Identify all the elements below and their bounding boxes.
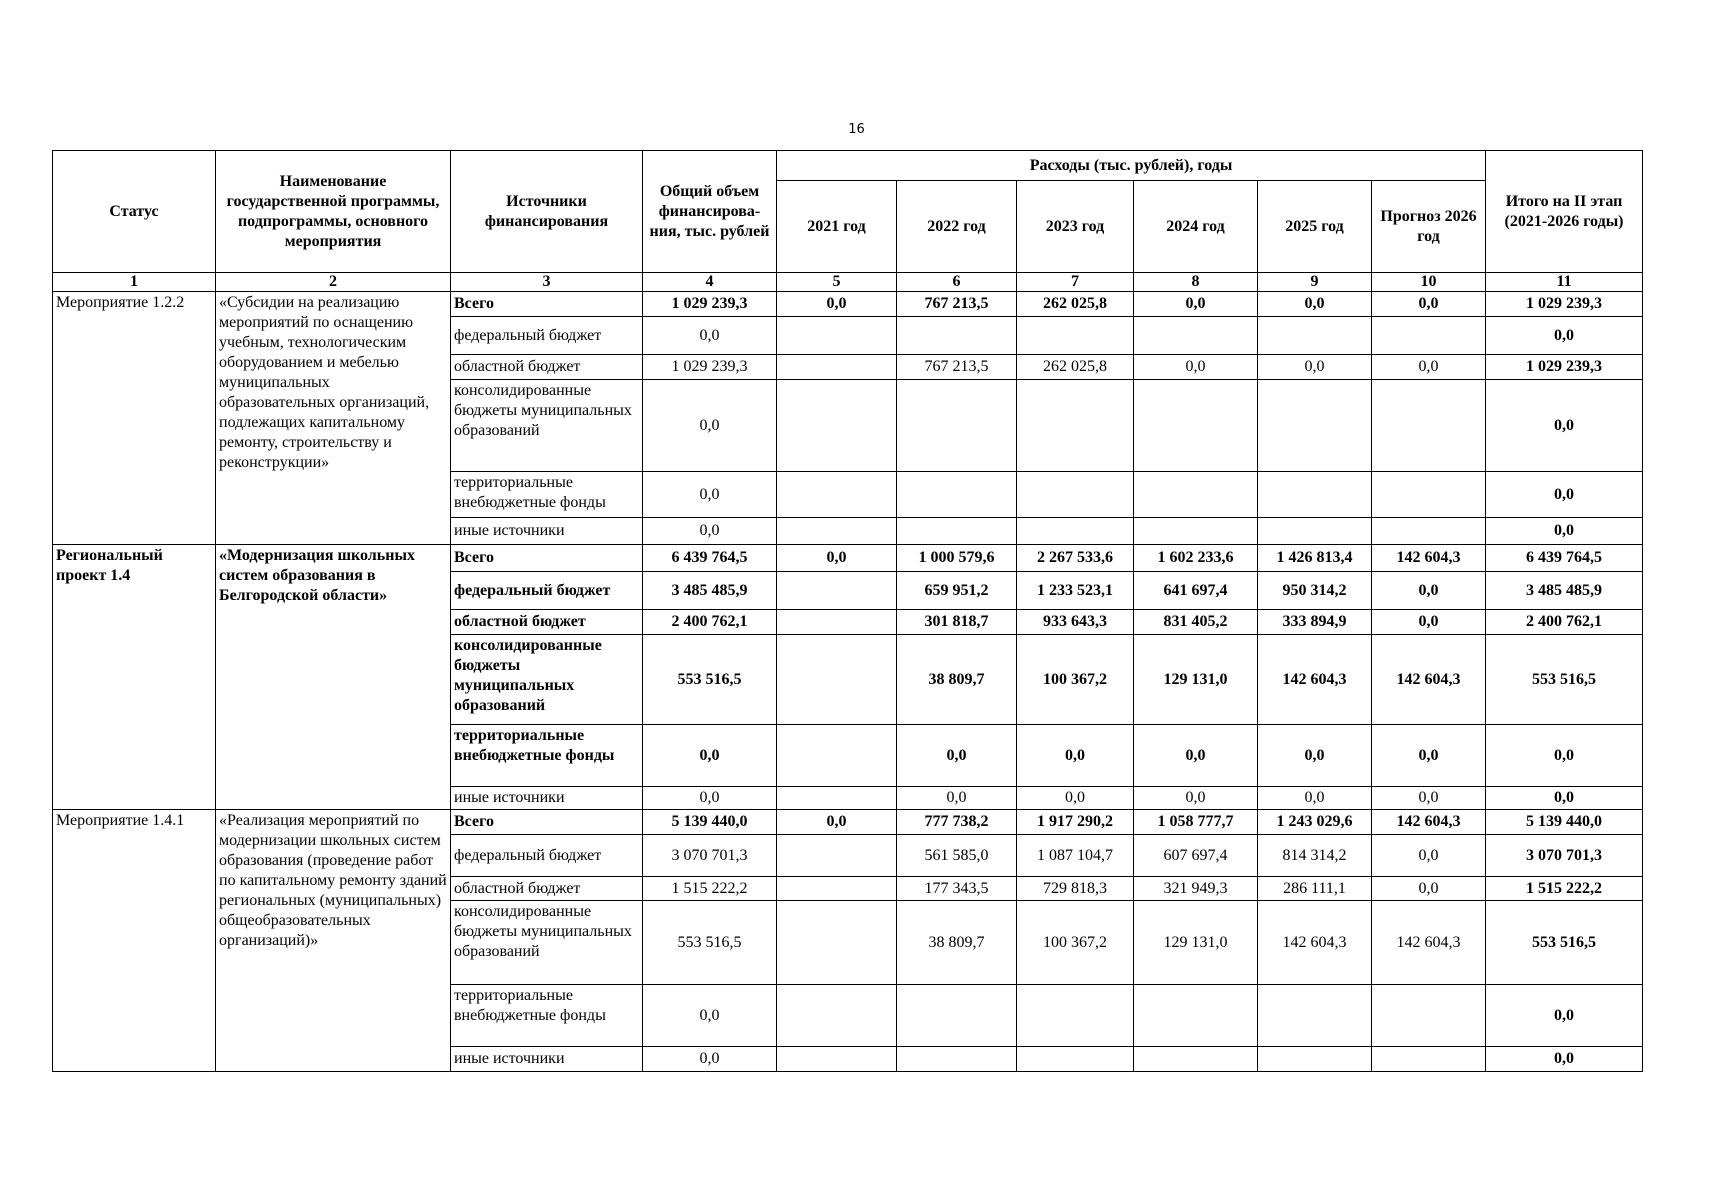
value-cell: 0,0 bbox=[1372, 787, 1486, 810]
value-cell: 0,0 bbox=[1372, 292, 1486, 317]
value-cell bbox=[897, 472, 1017, 518]
value-cell bbox=[777, 380, 897, 472]
name-cell: «Реализация мероприятий по модернизации школьных систем образования (проведение работ по капитальному ремонту зданий региональных (муниципальных) общеобразовательных организаций)» bbox=[216, 810, 451, 1072]
header-year: 2022 год bbox=[897, 181, 1017, 273]
itogo-cell: 553 516,5 bbox=[1486, 635, 1643, 725]
value-cell: 0,0 bbox=[643, 725, 777, 787]
value-cell bbox=[1134, 380, 1258, 472]
value-cell: 1 029 239,3 bbox=[643, 355, 777, 380]
value-cell: 561 585,0 bbox=[897, 835, 1017, 877]
value-cell: 1 058 777,7 bbox=[1134, 810, 1258, 835]
value-cell bbox=[897, 985, 1017, 1047]
value-cell bbox=[777, 787, 897, 810]
source-cell: консолидированные бюджеты муниципальных образований bbox=[451, 635, 643, 725]
value-cell bbox=[1258, 518, 1372, 545]
column-number: 6 bbox=[897, 273, 1017, 292]
source-cell: иные источники bbox=[451, 518, 643, 545]
value-cell bbox=[1134, 317, 1258, 355]
value-cell: 0,0 bbox=[897, 787, 1017, 810]
value-cell bbox=[1258, 317, 1372, 355]
value-cell: 286 111,1 bbox=[1258, 877, 1372, 901]
header-status: Статус bbox=[53, 151, 216, 273]
source-cell: федеральный бюджет bbox=[451, 835, 643, 877]
source-cell: федеральный бюджет bbox=[451, 317, 643, 355]
column-number: 8 bbox=[1134, 273, 1258, 292]
status-cell: Мероприятие 1.2.2 bbox=[53, 292, 216, 545]
value-cell: 1 029 239,3 bbox=[643, 292, 777, 317]
column-number: 5 bbox=[777, 273, 897, 292]
value-cell: 641 697,4 bbox=[1134, 572, 1258, 610]
value-cell: 3 070 701,3 bbox=[643, 835, 777, 877]
value-cell bbox=[777, 725, 897, 787]
itogo-cell: 0,0 bbox=[1486, 1047, 1643, 1072]
value-cell: 1 917 290,2 bbox=[1017, 810, 1134, 835]
source-cell: областной бюджет bbox=[451, 877, 643, 901]
value-cell bbox=[777, 1047, 897, 1072]
value-cell: 553 516,5 bbox=[643, 901, 777, 985]
column-number: 1 bbox=[53, 273, 216, 292]
itogo-cell: 3 485 485,9 bbox=[1486, 572, 1643, 610]
source-cell: территориальные внебюджетные фонды bbox=[451, 472, 643, 518]
value-cell bbox=[777, 317, 897, 355]
value-cell: 1 426 813,4 bbox=[1258, 545, 1372, 572]
value-cell: 2 400 762,1 bbox=[643, 610, 777, 635]
value-cell bbox=[1372, 472, 1486, 518]
value-cell: 0,0 bbox=[1134, 787, 1258, 810]
value-cell bbox=[1134, 472, 1258, 518]
value-cell bbox=[1017, 317, 1134, 355]
value-cell: 5 139 440,0 bbox=[643, 810, 777, 835]
value-cell: 0,0 bbox=[643, 1047, 777, 1072]
value-cell: 0,0 bbox=[1372, 355, 1486, 380]
value-cell: 0,0 bbox=[1017, 787, 1134, 810]
value-cell bbox=[897, 380, 1017, 472]
itogo-cell: 0,0 bbox=[1486, 725, 1643, 787]
value-cell bbox=[777, 635, 897, 725]
itogo-cell: 1 029 239,3 bbox=[1486, 292, 1643, 317]
column-number: 2 bbox=[216, 273, 451, 292]
value-cell: 129 131,0 bbox=[1134, 635, 1258, 725]
value-cell bbox=[1017, 472, 1134, 518]
itogo-cell: 3 070 701,3 bbox=[1486, 835, 1643, 877]
value-cell: 100 367,2 bbox=[1017, 901, 1134, 985]
value-cell bbox=[777, 901, 897, 985]
value-cell: 1 515 222,2 bbox=[643, 877, 777, 901]
value-cell bbox=[1017, 380, 1134, 472]
value-cell bbox=[1258, 380, 1372, 472]
table-row bbox=[53, 545, 1643, 572]
source-cell: территориальные внебюджетные фонды bbox=[451, 725, 643, 787]
column-number-row bbox=[53, 273, 1643, 292]
value-cell bbox=[1017, 518, 1134, 545]
value-cell: 0,0 bbox=[1134, 355, 1258, 380]
value-cell: 333 894,9 bbox=[1258, 610, 1372, 635]
itogo-cell: 0,0 bbox=[1486, 472, 1643, 518]
itogo-cell: 5 139 440,0 bbox=[1486, 810, 1643, 835]
status-cell: Мероприятие 1.4.1 bbox=[53, 810, 216, 1072]
value-cell: 6 439 764,5 bbox=[643, 545, 777, 572]
value-cell: 0,0 bbox=[897, 725, 1017, 787]
value-cell: 0,0 bbox=[1372, 835, 1486, 877]
name-cell: «Модернизация школьных систем образования в Белгородской области» bbox=[216, 545, 451, 810]
value-cell: 0,0 bbox=[1258, 725, 1372, 787]
value-cell: 100 367,2 bbox=[1017, 635, 1134, 725]
value-cell: 0,0 bbox=[1134, 292, 1258, 317]
value-cell bbox=[777, 518, 897, 545]
value-cell bbox=[777, 572, 897, 610]
value-cell bbox=[1258, 1047, 1372, 1072]
header-year: 2021 год bbox=[777, 181, 897, 273]
value-cell bbox=[1017, 1047, 1134, 1072]
value-cell bbox=[1134, 518, 1258, 545]
value-cell: 767 213,5 bbox=[897, 292, 1017, 317]
value-cell: 607 697,4 bbox=[1134, 835, 1258, 877]
table-row bbox=[53, 810, 1643, 835]
value-cell: 0,0 bbox=[643, 380, 777, 472]
value-cell bbox=[1134, 985, 1258, 1047]
source-cell: иные источники bbox=[451, 787, 643, 810]
source-cell: Всего bbox=[451, 292, 643, 317]
value-cell bbox=[897, 1047, 1017, 1072]
header-sources: Источники финансирования bbox=[451, 151, 643, 273]
value-cell: 0,0 bbox=[1258, 787, 1372, 810]
itogo-cell: 0,0 bbox=[1486, 317, 1643, 355]
value-cell bbox=[1372, 1047, 1486, 1072]
value-cell: 301 818,7 bbox=[897, 610, 1017, 635]
table-row bbox=[53, 292, 1643, 317]
value-cell: 2 267 533,6 bbox=[1017, 545, 1134, 572]
itogo-cell: 553 516,5 bbox=[1486, 901, 1643, 985]
value-cell: 38 809,7 bbox=[897, 635, 1017, 725]
header-year: 2023 год bbox=[1017, 181, 1134, 273]
column-number: 4 bbox=[643, 273, 777, 292]
value-cell: 321 949,3 bbox=[1134, 877, 1258, 901]
value-cell bbox=[1134, 1047, 1258, 1072]
itogo-cell: 1 029 239,3 bbox=[1486, 355, 1643, 380]
value-cell: 777 738,2 bbox=[897, 810, 1017, 835]
value-cell: 0,0 bbox=[1372, 725, 1486, 787]
itogo-cell: 0,0 bbox=[1486, 518, 1643, 545]
value-cell: 0,0 bbox=[1258, 355, 1372, 380]
value-cell: 659 951,2 bbox=[897, 572, 1017, 610]
value-cell: 0,0 bbox=[1372, 877, 1486, 901]
value-cell bbox=[777, 472, 897, 518]
itogo-cell: 0,0 bbox=[1486, 380, 1643, 472]
itogo-cell: 2 400 762,1 bbox=[1486, 610, 1643, 635]
value-cell: 950 314,2 bbox=[1258, 572, 1372, 610]
value-cell bbox=[777, 355, 897, 380]
value-cell bbox=[777, 985, 897, 1047]
value-cell: 0,0 bbox=[643, 317, 777, 355]
value-cell bbox=[897, 518, 1017, 545]
value-cell: 0,0 bbox=[1258, 292, 1372, 317]
source-cell: областной бюджет bbox=[451, 610, 643, 635]
value-cell: 129 131,0 bbox=[1134, 901, 1258, 985]
itogo-cell: 1 515 222,2 bbox=[1486, 877, 1643, 901]
value-cell: 814 314,2 bbox=[1258, 835, 1372, 877]
itogo-cell: 6 439 764,5 bbox=[1486, 545, 1643, 572]
source-cell: Всего bbox=[451, 545, 643, 572]
value-cell: 1 602 233,6 bbox=[1134, 545, 1258, 572]
column-number: 7 bbox=[1017, 273, 1134, 292]
value-cell: 553 516,5 bbox=[643, 635, 777, 725]
value-cell: 142 604,3 bbox=[1372, 635, 1486, 725]
value-cell: 0,0 bbox=[1017, 725, 1134, 787]
value-cell bbox=[777, 877, 897, 901]
value-cell: 0,0 bbox=[643, 787, 777, 810]
value-cell bbox=[897, 317, 1017, 355]
source-cell: областной бюджет bbox=[451, 355, 643, 380]
value-cell: 0,0 bbox=[777, 810, 897, 835]
value-cell: 3 485 485,9 bbox=[643, 572, 777, 610]
name-cell: «Субсидии на реализацию мероприятий по оснащению учебным, технологическим оборудованием и мебелью муниципальных образовательных организаций, подлежащих капитальному ремонту, строительству и реконструкции» bbox=[216, 292, 451, 545]
value-cell: 1 233 523,1 bbox=[1017, 572, 1134, 610]
header-total-volume: Общий объем финансирова-ния, тыс. рублей bbox=[643, 151, 777, 273]
value-cell bbox=[1372, 985, 1486, 1047]
value-cell bbox=[1258, 985, 1372, 1047]
value-cell: 933 643,3 bbox=[1017, 610, 1134, 635]
source-cell: иные источники bbox=[451, 1047, 643, 1072]
value-cell: 262 025,8 bbox=[1017, 292, 1134, 317]
source-cell: консолидированные бюджеты муниципальных образований bbox=[451, 380, 643, 472]
value-cell: 142 604,3 bbox=[1258, 901, 1372, 985]
value-cell: 142 604,3 bbox=[1372, 810, 1486, 835]
header-name: Наименование государственной программы, подпрограммы, основного мероприятия bbox=[216, 151, 451, 273]
column-number: 3 bbox=[451, 273, 643, 292]
status-cell: Региональный проект 1.4 bbox=[53, 545, 216, 810]
value-cell: 0,0 bbox=[643, 518, 777, 545]
value-cell: 1 243 029,6 bbox=[1258, 810, 1372, 835]
value-cell: 0,0 bbox=[777, 292, 897, 317]
source-cell: Всего bbox=[451, 810, 643, 835]
value-cell: 1 087 104,7 bbox=[1017, 835, 1134, 877]
value-cell bbox=[1372, 380, 1486, 472]
value-cell: 729 818,3 bbox=[1017, 877, 1134, 901]
value-cell bbox=[1372, 518, 1486, 545]
header-year: 2024 год bbox=[1134, 181, 1258, 273]
page-number: 16 bbox=[848, 122, 865, 137]
value-cell: 0,0 bbox=[1372, 572, 1486, 610]
value-cell bbox=[1017, 985, 1134, 1047]
value-cell: 38 809,7 bbox=[897, 901, 1017, 985]
value-cell: 0,0 bbox=[777, 545, 897, 572]
column-number: 10 bbox=[1372, 273, 1486, 292]
column-number: 11 bbox=[1486, 273, 1643, 292]
value-cell: 831 405,2 bbox=[1134, 610, 1258, 635]
source-cell: консолидированные бюджеты муниципальных образований bbox=[451, 901, 643, 985]
header-expenses: Расходы (тыс. рублей), годы bbox=[777, 151, 1486, 181]
value-cell: 0,0 bbox=[643, 985, 777, 1047]
value-cell bbox=[777, 610, 897, 635]
value-cell: 262 025,8 bbox=[1017, 355, 1134, 380]
value-cell: 142 604,3 bbox=[1372, 545, 1486, 572]
value-cell: 142 604,3 bbox=[1372, 901, 1486, 985]
column-number: 9 bbox=[1258, 273, 1372, 292]
value-cell: 767 213,5 bbox=[897, 355, 1017, 380]
header-itogo: Итого на II этап (2021-2026 годы) bbox=[1486, 151, 1643, 273]
source-cell: федеральный бюджет bbox=[451, 572, 643, 610]
header-year: Прогноз 2026 год bbox=[1372, 181, 1486, 273]
source-cell: территориальные внебюджетные фонды bbox=[451, 985, 643, 1047]
value-cell bbox=[777, 835, 897, 877]
value-cell bbox=[1372, 317, 1486, 355]
value-cell: 142 604,3 bbox=[1258, 635, 1372, 725]
value-cell: 1 000 579,6 bbox=[897, 545, 1017, 572]
value-cell: 0,0 bbox=[643, 472, 777, 518]
value-cell: 177 343,5 bbox=[897, 877, 1017, 901]
financing-table bbox=[52, 150, 1643, 1072]
itogo-cell: 0,0 bbox=[1486, 985, 1643, 1047]
value-cell: 0,0 bbox=[1134, 725, 1258, 787]
value-cell bbox=[1258, 472, 1372, 518]
itogo-cell: 0,0 bbox=[1486, 787, 1643, 810]
header-year: 2025 год bbox=[1258, 181, 1372, 273]
value-cell: 0,0 bbox=[1372, 610, 1486, 635]
